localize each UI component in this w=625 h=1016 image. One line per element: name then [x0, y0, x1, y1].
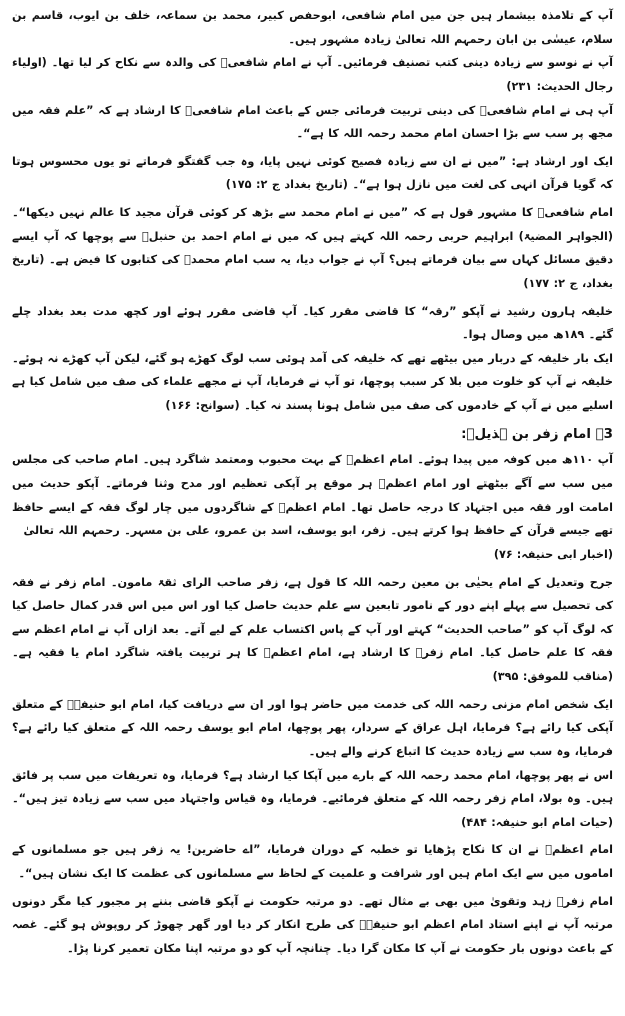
paragraph-zufar-birth: آپ ۱۱۰ھ میں کوفہ میں پیدا ہوئے۔ امام اعظمؒ کے بہت محبوب ومعتمد شاگرد ہیں۔ امام صاحب کی مجلس میں سب سے آگے بیٹھتے اور امام اعظمؒ ہر موقع پر آپکی تعظیم اور مدح وثنا فرماتے۔ آپکو حدیث میں امامت اور فقہ میں اجتہاد کا درجہ حاصل تھا۔ امام اعظمؒ کے شاگردوں میں چار لوگ فقہ کے ایسے حافظ تھے جیسے قرآن کے حافظ ہوا کرتے ہیں۔ زفر، ابو یوسف، اسد بن عمرو، علی بن مسہر۔ رحمہم اللہ تعالیٰ [12, 453, 613, 538]
paragraph-books: آپ نے نوسو سے زیادہ دینی کتب تصنیف فرمائیں۔ آپ نے امام شافعیؒ کی والدہ سے نکاح کر لیا تھا۔ (اولیاء رجال الحدیث: ۲۳۱) [12, 56, 613, 93]
paragraph-quran-scholar: امام شافعیؒ کا مشہور قول ہے کہ ”میں نے امام محمد سے بڑھ کر کوئی قرآن مجید کا عالم نہیں دیکھا“۔ (الجواہر المضیۃ) ابراہیم حربی رحمہ اللہ کہتے ہیں کہ میں نے امام احمد بن حنبلؒ سے پوچھا کہ آپ ایسے دقیق مسائل کہاں سے بیان فرماتے ہیں؟ آپ نے جواب دیا، یہ سب امام محمدؒ کی کتابوں کا فیض ہے۔ (تاریخ بغداد، ج ۲: ۱۷۷) [12, 206, 613, 290]
paragraph-qadi-raqqa: خلیفہ ہارون رشید نے آپکو ”رقہ“ کا قاضی مقرر کیا۔ آپ قاضی مقرر ہوئے اور کچھ مدت بعد بغداد چلے گئے۔ ۱۸۹ھ میں وصال ہوا۔ [12, 304, 613, 342]
reference-akhbar: (اخبار ابی حنیفہ: ۷۶) [493, 547, 613, 561]
paragraph-shafii-training: آپ ہی نے امام شافعیؒ کی دینی تربیت فرمائی جس کے باعث امام شافعیؒ کا ارشاد ہے کہ ”علم فقہ میں مجھ پر سب سے بڑا احسان امام محمد رحمہ اللہ کا ہے“۔ [12, 103, 613, 141]
paragraph-students: آپ کے تلامذہ بیشمار ہیں جن میں امام شافعی، ابوحفص کبیر، محمد بن سماعہ، خلف بن ایوب، قاسم بن سلام، عیسٰی بن ابان رحمہم اللہ تعالیٰ زیادہ مشہور ہیں۔ [12, 9, 613, 46]
paragraph-muzani-answer: اس نے پھر پوچھا، امام محمد رحمہ اللہ کے بارے میں آپکا کیا ارشاد ہے؟ فرمایا، وہ تعریفات میں سب پر فائق ہیں۔ وہ بولا، امام زفر رحمہ اللہ کے متعلق فرمائیے۔ فرمایا، وہ قیاس واجتہاد میں سب سے زیادہ تیز ہیں“۔ (حیات امام ابو حنیفہ: ۴۸۴) [12, 768, 613, 829]
section-heading-imam-zufar: 3۔ امام زفر بن ہذیلؒ: [461, 426, 613, 442]
paragraph-caliph-court: ایک بار خلیفہ کے دربار میں بیٹھے تھے کہ خلیفہ کی آمد ہوئی سب لوگ کھڑے ہو گئے، لیکن آپ کھڑے نہ ہوئے۔ خلیفہ نے آپ کو خلوت میں بلا کر سبب پوچھا، تو آپ نے فرمایا، آپ نے مجھے علماء کی صف میں شامل کیا ہے اسلیے میں نے آپ کے خادموں کی صف میں شامل ہونا پسند نہ کیا۔ (سوانح: ۱۶۶) [12, 351, 613, 412]
paragraph-zuhd: امام زفرؒ زہد وتقویٰ میں بھی بے مثال تھے۔ دو مرتبہ حکومت نے آپکو قاضی بننے پر مجبور کیا مگر دونوں مرتبہ آپ نے اپنے استاد امام اعظم ابو حنیفہؒ کی طرح انکار کر دیا اور گھر چھوڑ کر روپوش ہو گئے۔ غصہ کے باعث دونوں بار حکومت نے آپ کا مکان گرا دیا۔ چنانچہ آپ کو دو مرتبہ اپنا مکان تعمیر کرنا پڑا۔ [12, 894, 613, 955]
paragraph-eloquence: ایک اور ارشاد ہے: ”میں نے ان سے زیادہ فصیح کوئی نہیں پایا، وہ جب گفتگو فرماتے تو یوں محسوس ہوتا کہ گویا قرآن انہی کی لغت میں نازل ہوا ہے“۔ (تاریخ بغداد ج ۲: ۱۷۵) [12, 154, 613, 192]
paragraph-muzani-question: ایک شخص امام مزنی رحمہ اللہ کی خدمت میں حاضر ہوا اور ان سے دریافت کیا، امام ابو حنیفہؒ کے متعلق آپکی کیا رائے ہے؟ فرمایا، اہل عراق کے سردار، پھر پوچھا، امام ابو یوسف رحمہ اللہ کے متعلق کیا رائے ہے؟ فرمایا، وہ سب سے زیادہ حدیث کا اتباع کرنے والے ہیں۔ [12, 697, 613, 758]
paragraph-nikah-sermon: امام اعظمؒ نے ان کا نکاح پڑھایا تو خطبہ کے دوران فرمایا، ”اے حاضرین! یہ زفر ہیں جو مسلمانوں کے اماموں میں سے ایک امام ہیں اور شرافت و علمیت کے لحاظ سے مسلمانوں کی عظمت کا ایک نشان ہیں“۔ [12, 843, 613, 881]
paragraph-jarh-tadil: جرح وتعدیل کے امام یحیٰی بن معین رحمہ اللہ کا قول ہے، زفر صاحب الرای ثقۃ مامون۔ امام زفر نے فقہ کی تحصیل سے پہلے اپنے دور کے نامور تابعین سے علم حدیث حاصل کیا اور اس میں اس قدر کمال حاصل کیا کہ لوگ آپ کو ”صاحب الحدیث“ کہتے اور آپ کے پاس اکتساب علم کے لیے آتے۔ بعد ازاں آپ نے امام اعظم سے فقہ کا علم حاصل کیا۔ امام زفرؒ کا ارشاد ہے، امام اعظمؒ کا ہر تربیت یافتہ شاگرد امام یا فقیہ ہے۔ (مناقب للموفق: ۳۹۵) [12, 575, 613, 684]
